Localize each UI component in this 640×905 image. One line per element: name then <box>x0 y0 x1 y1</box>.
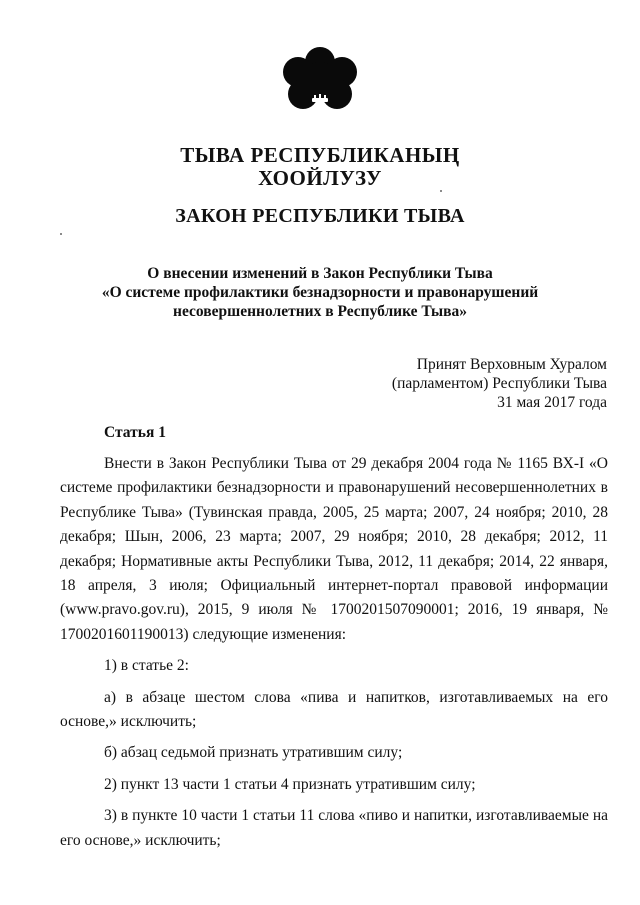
paragraph: а) в абзаце шестом слова «пива и напитков, изготавливаемых на его основе,» исключить; <box>60 688 608 731</box>
paragraph: б) абзац седьмой признать утратившим силу; <box>104 744 403 762</box>
paragraph: 2) пункт 13 части 1 статьи 4 признать утратившим силу; <box>104 775 476 793</box>
header-tuvan-line1-text: ТЫВА РЕСПУБЛИКАНЫҢ <box>180 143 460 167</box>
document-subject <box>100 264 540 321</box>
scan-speck <box>60 233 62 235</box>
scan-speck <box>440 190 442 192</box>
header-tuvan-line2-text: ХООЙЛУЗУ <box>258 166 382 190</box>
header-tuvan-line2 <box>0 166 640 190</box>
paragraph: 3) в пункте 10 части 1 статьи 11 слова «пиво и напитки, изготавливаемые на его основе,» исключить; <box>60 807 608 849</box>
article-heading: Статья 1 <box>104 424 166 441</box>
paragraph: 1) в статье 2: <box>104 657 189 675</box>
article-body <box>60 452 608 853</box>
adoption-line: (парламентом) Республики Тыва <box>391 375 607 392</box>
subject-line: О внесении изменений в Закон Республики Тыва <box>147 265 493 282</box>
header-tuvan-line1 <box>0 143 640 167</box>
law-title: ЗАКОН РЕСПУБЛИКИ ТЫВА <box>175 205 465 227</box>
tuva-coat-of-arms-icon <box>276 46 364 120</box>
paragraph: Внести в Закон Республики Тыва от 29 декабря 2004 года № 1165 ВХ-I «О системе профилактики безнадзорности и правонарушений несовершеннолетних в Республике Тыва» (Тувинская правда, 2005, 25 марта; 2007, 24 ноября; 2010, 28 декабря; Шын, 2006, 23 марта; 2007, 29 ноября; 2010, 28 декабря; 2012, 11 декабря; Нормативные акты Республики Тыва, 2012, 11 декабря; 2014, 22 января, 18 апреля, 3 июля; Официальный интернет-портал правовой информации (www.pravo.gov.ru), 2015, 9 июля № 1700201507090001; 2016, 19 января, № 1700201601190013) следующие изменения: <box>60 455 608 643</box>
adoption-date: 31 мая 2017 года <box>497 394 607 411</box>
subject-line: «О системе профилактики безнадзорности и правонарушений <box>101 284 539 301</box>
adoption-line: Принят Верховным Хуралом <box>416 356 607 373</box>
subject-line: несовершеннолетних в Республике Тыва» <box>173 303 467 320</box>
adoption-note <box>392 355 607 412</box>
